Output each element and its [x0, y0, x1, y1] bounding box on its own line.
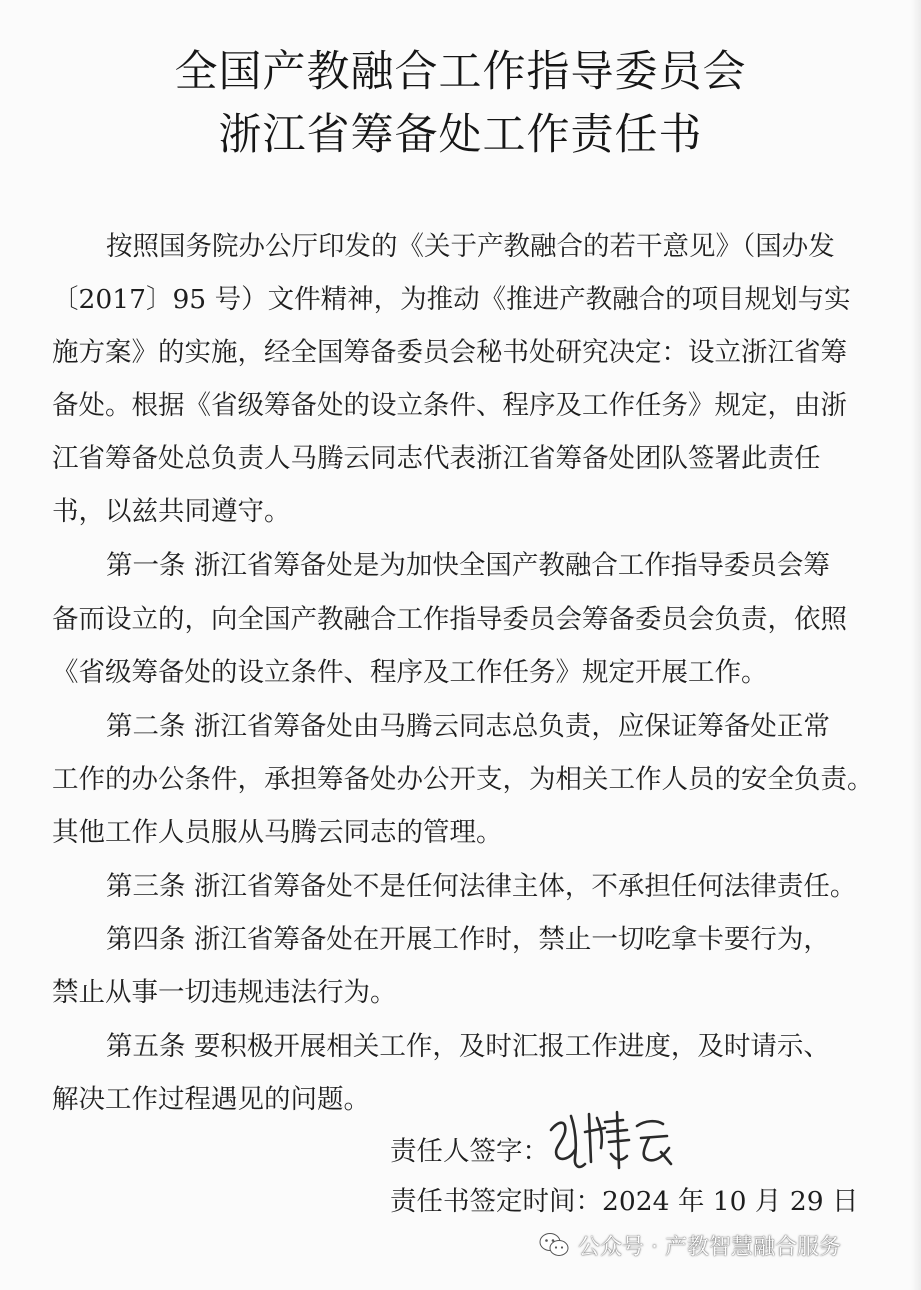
- wechat-icon: [538, 1231, 570, 1259]
- signing-date: 责任书签定时间：2024 年 10 月 29 日: [390, 1186, 859, 1217]
- article-3-line: 第三条 浙江省筹备处不是任何法律主体，不承担任何法律责任。: [106, 871, 857, 902]
- watermark-text: 公众号 · 产教智慧融合服务: [578, 1234, 841, 1260]
- article-1-line: 《省级筹备处的设立条件、程序及工作任务》规定开展工作。: [52, 657, 768, 688]
- document-title-line2: 浙江省筹备处工作责任书: [218, 110, 703, 160]
- paragraph-line: 备处。根据《省级筹备处的设立条件、程序及工作任务》规定，由浙: [52, 390, 847, 421]
- watermark: [538, 1228, 841, 1262]
- article-1-line: 备而设立的，向全国产教融合工作指导委员会筹备委员会负责，依照: [52, 604, 847, 635]
- article-2-line: 其他工作人员服从马腾云同志的管理。: [52, 817, 503, 848]
- paragraph-line: 〔2017〕95 号）文件精神，为推动《推进产教融合的项目规划与实: [52, 284, 851, 315]
- handwritten-signature: [545, 1098, 695, 1178]
- article-5-line: 解决工作过程遇见的问题。: [52, 1084, 370, 1115]
- article-4-line: 第四条 浙江省筹备处在开展工作时，禁止一切吃拿卡要行为，: [106, 924, 830, 955]
- article-1-line: 第一条 浙江省筹备处是为加快全国产教融合工作指导委员会筹: [106, 550, 830, 581]
- page-edge-shadow: [911, 0, 921, 1290]
- document-title-line1: 全国产教融合工作指导委员会: [174, 47, 747, 97]
- article-2-line: 第二条 浙江省筹备处由马腾云同志总负责，应保证筹备处正常: [106, 711, 830, 742]
- signature-label: 责任人签字：: [390, 1136, 549, 1167]
- signature-strokes: [545, 1098, 695, 1178]
- paragraph-line: 施方案》的实施，经全国筹备委员会秘书处研究决定：设立浙江省筹: [52, 337, 847, 368]
- article-2-line: 工作的办公条件，承担筹备处办公开支，为相关工作人员的安全负责。: [52, 764, 874, 795]
- paragraph-line: 书，以兹共同遵守。: [52, 496, 291, 527]
- paragraph-line: 按照国务院办公厅印发的《关于产教融合的若干意见》（国办发: [106, 231, 835, 262]
- paragraph-line: 江省筹备处总负责人马腾云同志代表浙江省筹备处团队签署此责任: [52, 443, 821, 474]
- article-5-line: 第五条 要积极开展相关工作，及时汇报工作进度，及时请示、: [106, 1031, 830, 1062]
- article-4-line: 禁止从事一切违规违法行为。: [52, 977, 397, 1008]
